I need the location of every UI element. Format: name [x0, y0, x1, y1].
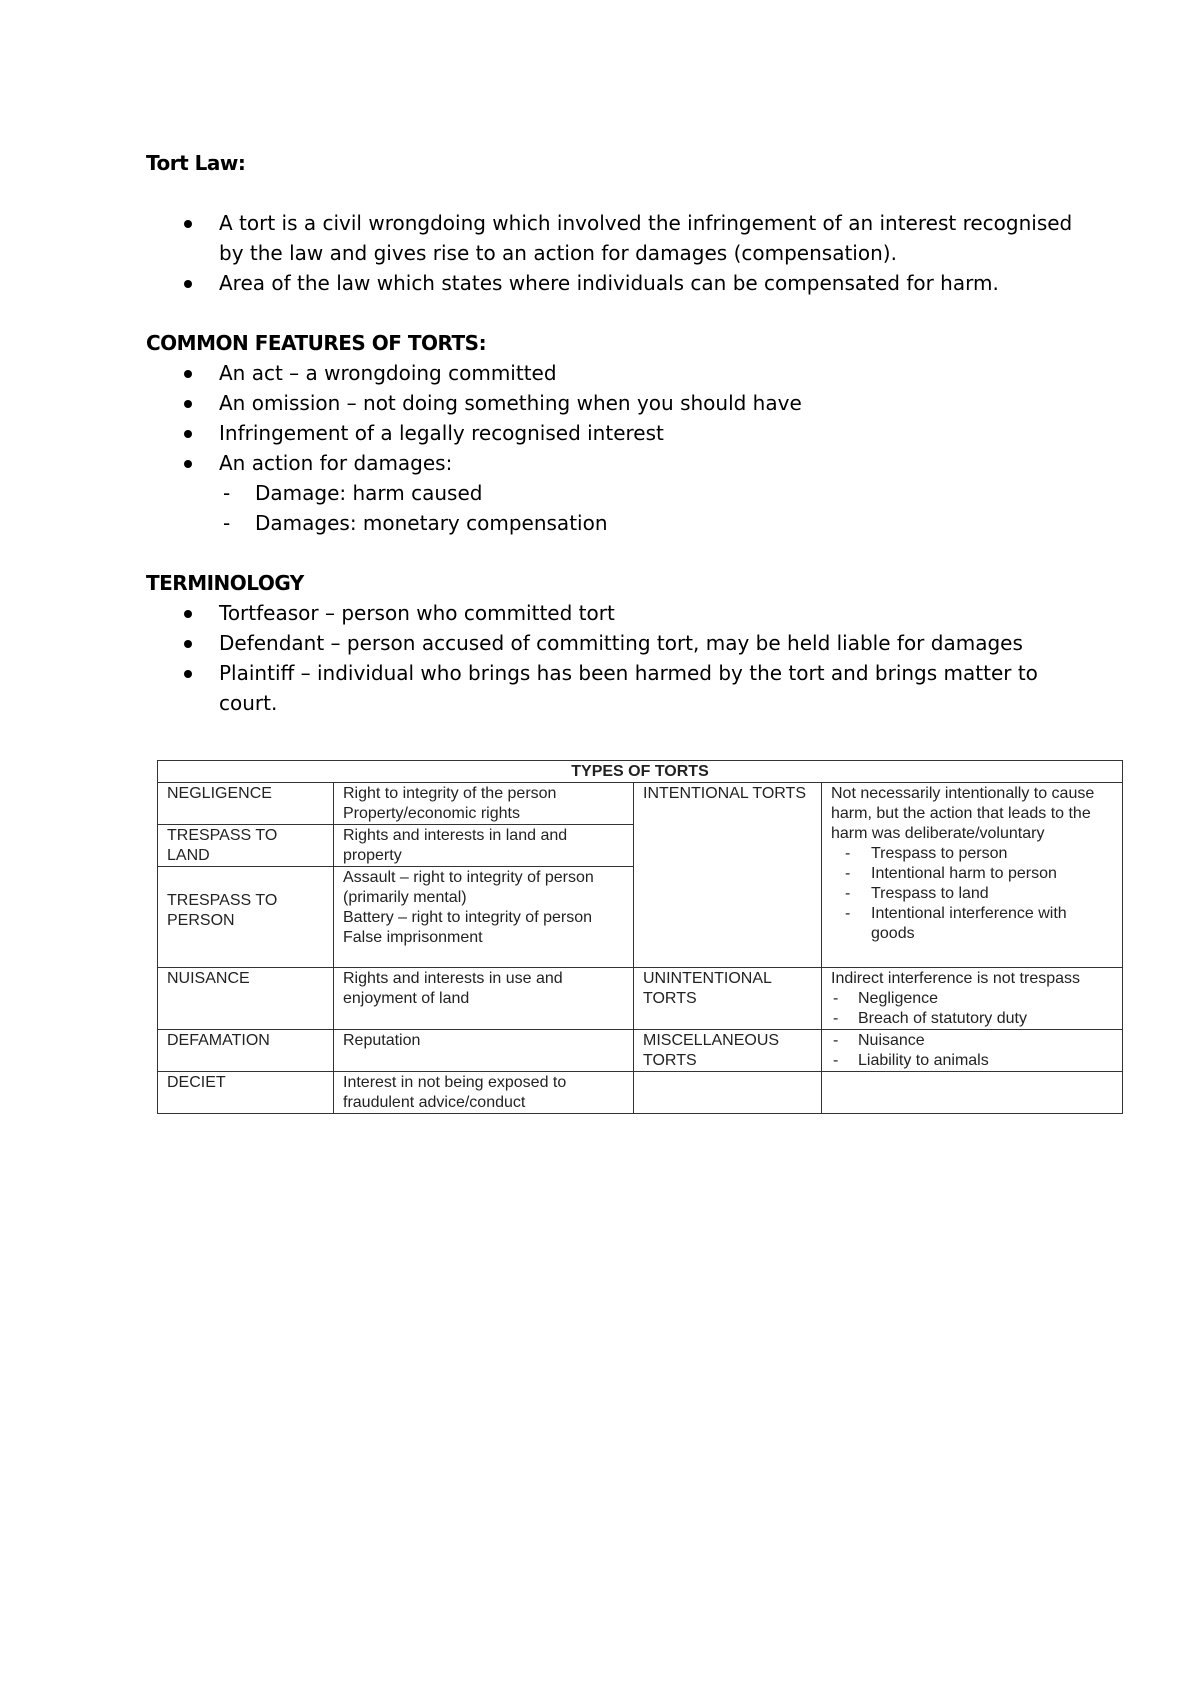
damages-sub-list — [146, 478, 1086, 538]
heading-common-features: COMMON FEATURES OF TORTS: — [146, 331, 487, 355]
list-item: - Trespass to person — [831, 844, 1113, 864]
table-row — [158, 783, 1123, 825]
sub-list-item: - Damages: monetary compensation — [219, 508, 1086, 538]
document-body — [146, 148, 1086, 718]
heading-tort-law: Tort Law: — [146, 151, 246, 175]
table-row — [158, 1072, 1123, 1114]
tort-type-cell: DEFAMATION — [158, 1030, 334, 1072]
table-title: TYPES OF TORTS — [158, 761, 1123, 783]
category-intentional-description: Not necessarily intentionally to cause harm, but the action that leads to the harm was deliberate/voluntary - Trespass to person - Intentional harm to person - Trespass to land - Intentional interference with goods — [822, 783, 1123, 968]
category-intentional: INTENTIONAL TORTS — [634, 783, 822, 968]
list-item: - Nuisance — [831, 1031, 1113, 1051]
list-item: - Intentional interference with goods — [831, 904, 1113, 944]
list-item: Tortfeasor – person who committed tort — [146, 598, 1086, 628]
sub-list-item: - Damage: harm caused — [219, 478, 1086, 508]
list-item: Infringement of a legally recognised interest — [146, 418, 1086, 448]
interest-cell: Assault – right to integrity of person (primarily mental) Battery – right to integrity of person False imprisonment — [334, 867, 634, 968]
table-row — [158, 1030, 1123, 1072]
list-item: Defendant – person accused of committing tort, may be held liable for damages — [146, 628, 1086, 658]
list-item: A tort is a civil wrongdoing which involved the infringement of an interest recognised by the law and gives rise to an action for damages (compensation). — [146, 208, 1086, 268]
features-list — [146, 358, 1086, 478]
tort-type-cell: NEGLIGENCE — [158, 783, 334, 825]
terminology-list — [146, 598, 1086, 718]
list-item: - Trespass to land — [831, 884, 1113, 904]
types-of-torts-table — [157, 760, 1123, 1114]
list-item: Plaintiff – individual who brings has been harmed by the tort and brings matter to court. — [146, 658, 1086, 718]
interest-cell: Interest in not being exposed to fraudulent advice/conduct — [334, 1072, 634, 1114]
interest-cell: Reputation — [334, 1030, 634, 1072]
list-item: - Negligence — [831, 989, 1113, 1009]
list-item: An omission – not doing something when you should have — [146, 388, 1086, 418]
heading-terminology: TERMINOLOGY — [146, 571, 304, 595]
empty-cell — [822, 1072, 1123, 1114]
tort-type-cell: DECIET — [158, 1072, 334, 1114]
intro-list — [146, 208, 1086, 298]
list-item: - Breach of statutory duty — [831, 1009, 1113, 1029]
list-item: - Liability to animals — [831, 1051, 1113, 1071]
category-unintentional: UNINTENTIONAL TORTS — [634, 968, 822, 1030]
list-item: Area of the law which states where individuals can be compensated for harm. — [146, 268, 1086, 298]
category-miscellaneous-items — [822, 1030, 1123, 1072]
interest-cell: Rights and interests in use and enjoyment of land — [334, 968, 634, 1030]
category-unintentional-description: Indirect interference is not trespass - Negligence - Breach of statutory duty — [822, 968, 1123, 1030]
category-miscellaneous: MISCELLANEOUS TORTS — [634, 1030, 822, 1072]
interest-cell: Right to integrity of the person Property/economic rights — [334, 783, 634, 825]
tort-type-cell: NUISANCE — [158, 968, 334, 1030]
empty-cell — [634, 1072, 822, 1114]
list-item: An act – a wrongdoing committed — [146, 358, 1086, 388]
tort-type-cell: TRESPASS TO LAND — [158, 825, 334, 867]
interest-cell: Rights and interests in land and property — [334, 825, 634, 867]
table-row — [158, 968, 1123, 1030]
list-item: An action for damages: — [146, 448, 1086, 478]
tort-type-cell: TRESPASS TO PERSON — [158, 867, 334, 968]
list-item: - Intentional harm to person — [831, 864, 1113, 884]
